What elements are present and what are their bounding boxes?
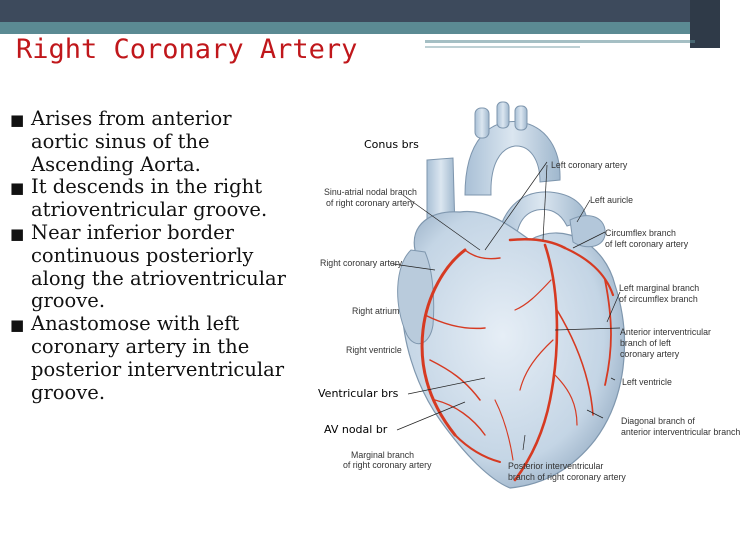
bullet-line: Anastomose with left bbox=[31, 312, 240, 336]
label-sa-nodal-line2: of right coronary artery bbox=[326, 198, 415, 208]
brachiocephalic-trunk bbox=[475, 108, 489, 138]
left-subclavian bbox=[515, 106, 527, 130]
label-circumflex-line1: Circumflex branch bbox=[605, 228, 676, 238]
label-marginal-line2: of right coronary artery bbox=[343, 460, 432, 470]
label-right-atrium: Right atrium bbox=[352, 306, 400, 316]
right-atrium bbox=[398, 250, 434, 344]
header-accent-bar bbox=[0, 22, 720, 34]
bullet-item bbox=[10, 176, 300, 222]
label-left-coronary-artery: Left coronary artery bbox=[551, 160, 628, 170]
title-rule bbox=[425, 40, 695, 43]
label-circumflex-line2: of left coronary artery bbox=[605, 239, 689, 249]
label-left-marginal-line1: Left marginal branch bbox=[619, 283, 700, 293]
label-ant-interventricular-line1: Anterior interventricular bbox=[620, 327, 711, 337]
label-left-ventricle: Left ventricle bbox=[622, 377, 672, 387]
bullet-line: Arises from anterior bbox=[31, 107, 232, 130]
bullet-item bbox=[10, 313, 300, 404]
bullet-line: aortic sinus of the bbox=[31, 129, 210, 153]
label-av-nodal-br: AV nodal br bbox=[324, 423, 388, 436]
bullet-line: groove. bbox=[31, 380, 106, 404]
heart-diagram bbox=[315, 100, 740, 495]
label-post-interventricular-line2: branch of right coronary artery bbox=[508, 472, 626, 482]
label-sa-nodal-line1: Sinu-atrial nodal branch bbox=[324, 187, 417, 197]
label-ventricular-brs: Ventricular brs bbox=[318, 387, 399, 400]
label-left-auricle: Left auricle bbox=[590, 195, 634, 205]
label-diagonal-line1: Diagonal branch of bbox=[621, 416, 695, 426]
left-auricle bbox=[570, 216, 605, 247]
bullet-marker-icon: ■ bbox=[10, 179, 25, 198]
label-left-marginal-line2: of circumflex branch bbox=[619, 294, 698, 304]
title-rule-secondary bbox=[425, 46, 580, 48]
label-right-coronary-artery: Right coronary artery bbox=[320, 258, 403, 268]
bullet-line: atrioventricular groove. bbox=[31, 198, 268, 222]
bullet-line: continuous posteriorly bbox=[31, 243, 254, 267]
label-ant-interventricular-line3: coronary artery bbox=[620, 349, 680, 359]
bullet-line: coronary artery in the bbox=[31, 334, 250, 358]
label-right-ventricle: Right ventricle bbox=[346, 345, 402, 355]
bullet-marker-icon: ■ bbox=[10, 316, 25, 335]
label-marginal-line1: Marginal branch bbox=[351, 450, 415, 460]
label-ant-interventricular-line2: branch of left bbox=[620, 338, 671, 348]
slide-title: Right Coronary Artery bbox=[16, 34, 358, 65]
bullet-item bbox=[10, 222, 300, 313]
bullet-list bbox=[10, 108, 300, 404]
bullet-item bbox=[10, 108, 300, 176]
bullet-line: along the atrioventricular bbox=[31, 266, 286, 290]
label-conus-brs: Conus brs bbox=[364, 138, 419, 151]
heart-body bbox=[403, 212, 625, 488]
bullet-line: Near inferior border bbox=[31, 220, 235, 244]
bullet-marker-icon: ■ bbox=[10, 111, 25, 129]
left-common-carotid bbox=[497, 102, 509, 128]
bullet-line: groove. bbox=[31, 289, 106, 313]
bullet-marker-icon: ■ bbox=[10, 224, 25, 243]
label-diagonal-line2: anterior interventricular branch bbox=[621, 427, 740, 437]
label-post-interventricular-line1: Posterior interventricular bbox=[508, 461, 604, 471]
bullet-line: posterior interventricular bbox=[31, 357, 285, 381]
bullet-line: It descends in the right bbox=[31, 175, 263, 199]
bullet-line: Ascending Aorta. bbox=[31, 152, 201, 176]
header-bar bbox=[0, 0, 720, 22]
